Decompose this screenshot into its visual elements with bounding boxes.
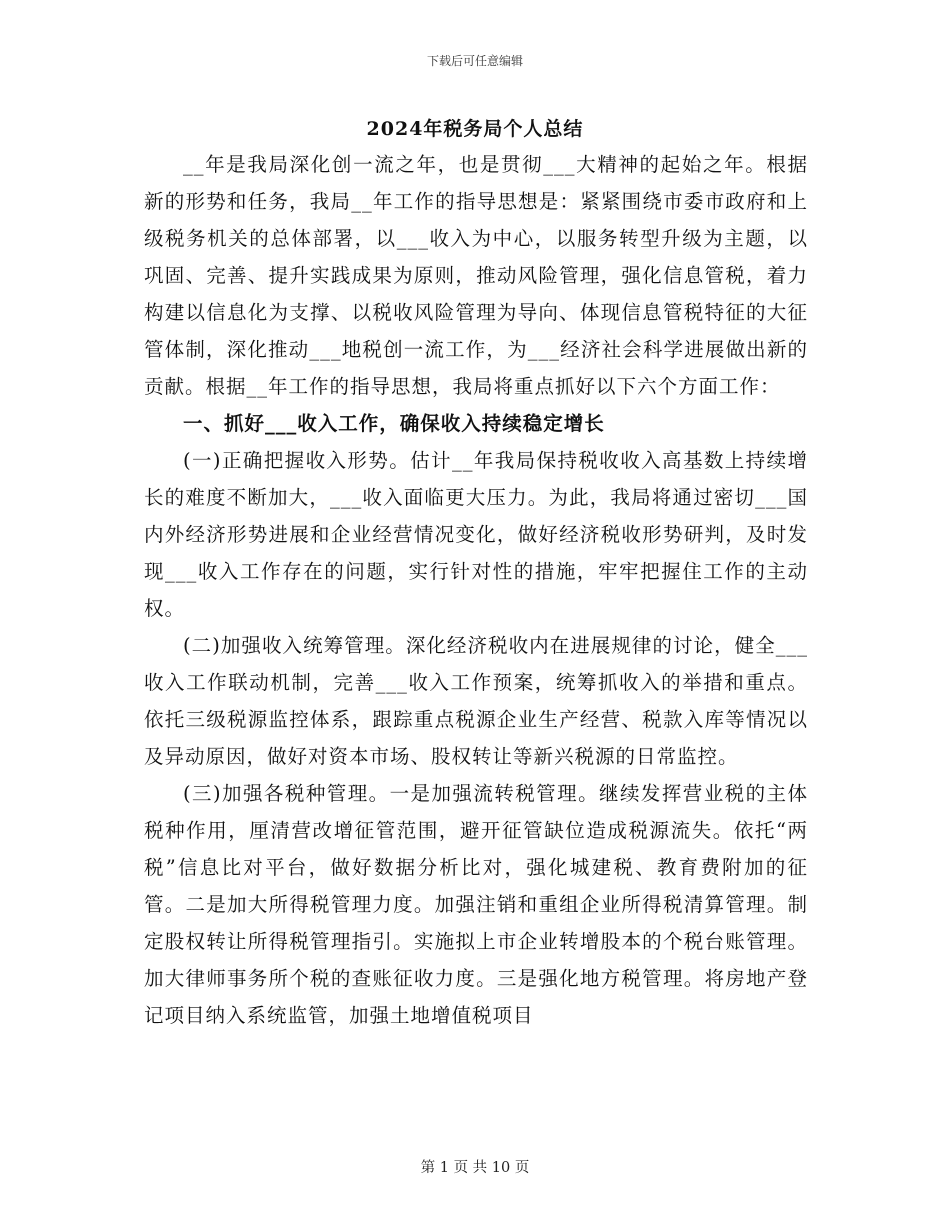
paragraph-2: (二)加强收入统筹管理。深化经济税收内在进展规律的讨论，健全___收入工作联动机制，完善___收入工作预案，统筹抓收入的举措和重点。依托三级税源监控体系，跟踪重点税源企业生产经营、税款入库等情况以及异动原因，做好对资本市场、股权转让等新兴税源的日常监控。 [144, 634, 808, 768]
paragraph-3: (三)加强各税种管理。一是加强流转税管理。继续发挥营业税的主体税种作用，厘清营改增征管范围，避开征管缺位造成税源流失。依托“两税”信息比对平台，做好数据分析比对，强化城建税、教育费附加的征管。二是加大所得税管理力度。加强注销和重组企业所得税清算管理。制定股权转让所得税管理指引。实施拟上市企业转增股本的个税台账管理。加大律师事务所个税的查账征收力度。三是强化地方税管理。将房地产登记项目纳入系统监管，加强土地增值税项目 [144, 782, 808, 1027]
document-body [144, 146, 808, 1034]
page-header-note: 下载后可任意编辑 [426, 54, 523, 68]
paragraph-intro: __年是我局深化创一流之年，也是贯彻___大精神的起始之年。根据新的形势和任务，我局__年工作的指导思想是：紧紧围绕市委市政府和上级税务机关的总体部署，以___收入为中心，以服务转型升级为主题，以巩固、完善、提升实践成果为原则，推动风险管理，强化信息管税，着力构建以信息化为支撑、以税收风险管理为导向、体现信息管税特征的大征管体制，深化推动___地税创一流工作，为___经济社会科学进展做出新的贡献。根据__年工作的指导思想，我局将重点抓好以下六个方面工作： [144, 153, 808, 398]
paragraph-1: (一)正确把握收入形势。估计__年我局保持税收收入高基数上持续增长的难度不断加大，___收入面临更大压力。为此，我局将通过密切___国内外经济形势进展和企业经营情况变化，做好经济税收形势研判，及时发现___收入工作存在的问题，实行针对性的措施，牢牢把握住工作的主动权。 [144, 449, 808, 620]
page-number: 第 1 页 共 10 页 [420, 1160, 530, 1176]
section-heading-1: 一、抓好___收入工作，确保收入持续稳定增长 [183, 412, 605, 435]
document-title: 2024年税务局个人总结 [366, 118, 584, 140]
